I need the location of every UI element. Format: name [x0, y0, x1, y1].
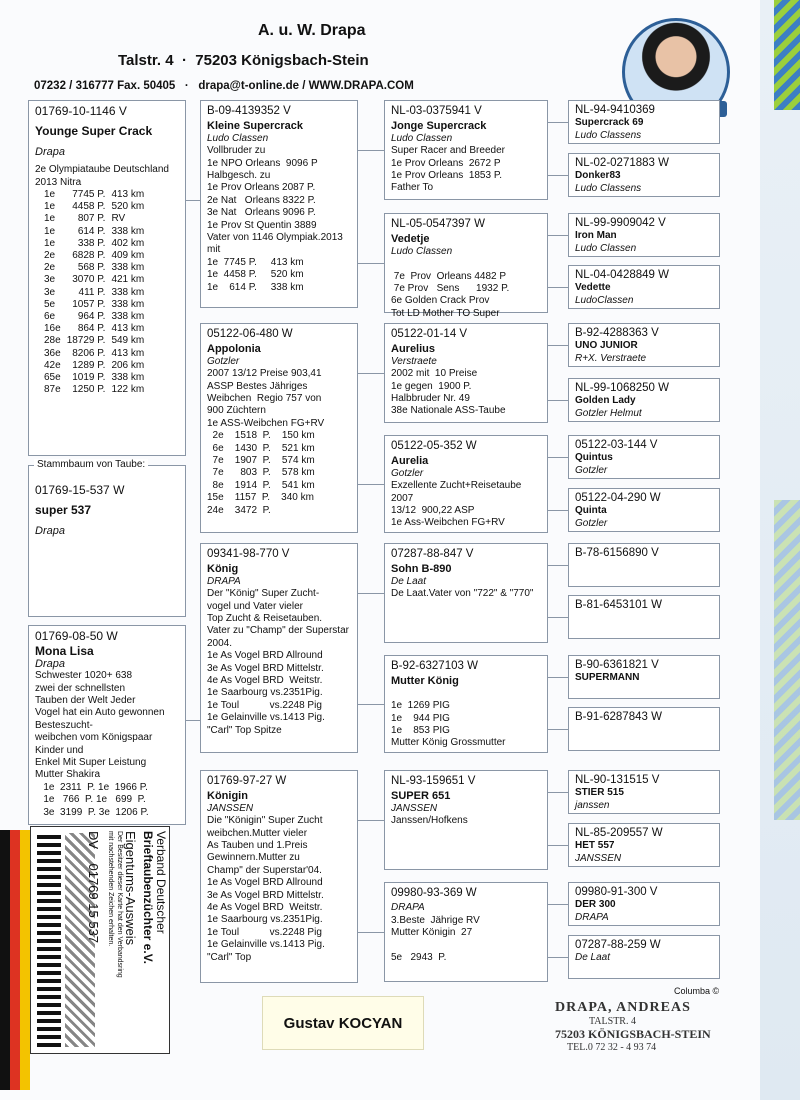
result-cell: 338 km [111, 298, 145, 310]
grandparent-breeder: DRAPA [391, 902, 425, 914]
result-cell: 864 P. [77, 323, 106, 335]
grandparent-name: Vedetje [391, 233, 430, 246]
ggp-ring: NL-04-0428849 W [575, 269, 669, 281]
grandparent-breeder: De Laat [391, 575, 427, 587]
great-grandparent-box [568, 543, 720, 587]
owner-note: Gustav KOCYAN [262, 996, 424, 1050]
grandparent-box [384, 882, 548, 982]
grandparent-box [384, 213, 548, 319]
result-row [41, 238, 147, 250]
grandparent-box [384, 655, 548, 753]
great-grandparent-box [568, 935, 720, 979]
connector [358, 593, 384, 594]
owner-stamp [555, 1000, 711, 1053]
ggp-breeder: Ludo Classen [575, 242, 637, 254]
parent-breeder: Gotzler [207, 355, 240, 367]
ggp-name: DER 300 [575, 899, 616, 911]
card-dv: DV [86, 831, 101, 850]
ggp-breeder: Gotzler [575, 464, 608, 476]
result-cell: RV [111, 213, 126, 225]
result-cell: 2e [44, 250, 56, 262]
parent-ring: 05122-06-480 W [207, 328, 293, 340]
results-table [41, 189, 147, 396]
header-title: A. u. W. Drapa [258, 22, 366, 39]
result-cell: 520 km [111, 201, 145, 213]
result-cell: 3070 P. [72, 274, 106, 286]
result-row [41, 250, 147, 262]
result-cell: 338 km [111, 225, 145, 237]
connector [186, 200, 200, 201]
connector [548, 957, 568, 958]
great-grandparent-box [568, 707, 720, 751]
grandparent-name: SUPER 651 [391, 790, 451, 803]
connector [548, 345, 568, 346]
header-contact [34, 80, 414, 92]
result-cell: 18729 P. [66, 335, 106, 347]
ggp-breeder: Gotzler [575, 517, 608, 529]
result-cell: 1e [44, 201, 56, 213]
result-row [41, 213, 147, 225]
grandparent-text: 7e Prov Orleans 4482 P 7e Prov Sens 1932 P. 6e Golden Crack Prov Tot LD Mother TO Super [391, 270, 510, 319]
result-row [41, 287, 147, 299]
connector [548, 565, 568, 566]
result-cell: 411 P. [78, 286, 106, 298]
ggp-ring: NL-99-1068250 W [575, 382, 669, 394]
result-cell: 6828 P. [72, 250, 106, 262]
ggp-ring: 07287-88-259 W [575, 939, 661, 951]
result-cell: 1057 P. [72, 298, 106, 310]
great-grandparent-box [568, 435, 720, 479]
result-cell: 338 km [111, 311, 145, 323]
result-row [41, 299, 147, 311]
grandparent-ring: B-92-6327103 W [391, 660, 478, 672]
great-grandparent-box [568, 265, 720, 309]
ggp-name: UNO JUNIOR [575, 340, 638, 352]
ggp-name: SUPERMANN [575, 672, 640, 684]
grandparent-name: Sohn B-890 [391, 563, 452, 576]
parent-box [200, 543, 358, 753]
dam-ring: 01769-08-50 W [35, 629, 118, 643]
result-row [41, 274, 147, 286]
grandparent-name: Jonge Supercrack [391, 120, 487, 133]
ggp-name: Quinta [575, 505, 607, 517]
result-cell: 413 km [111, 189, 145, 201]
result-cell: 4458 P. [72, 201, 106, 213]
subject-title-line: 2e Olympiataube Deutschland [35, 164, 169, 176]
card-small: Der Besitzer dieser Karte hat den Verbandsring [116, 831, 123, 978]
result-cell: 87e [44, 384, 61, 396]
ggp-ring: NL-90-131515 V [575, 774, 660, 786]
ggp-name: Vedette [575, 282, 611, 294]
parent-text: Die "Königin" Super Zucht weibchen.Mutter vieler As Tauben und 1.Preis Gewinnern.Mutter zu Champ" der Superstar'04. 1e As Vogel BRD Allround 3e As Vogel BRD Mittelstr. 4e As Vogel BRD Weitstr. 1e Saarbourg vs.2351Pig. 1e Toul vs.2248 Pig 1e Gelainville vs.1413 Pig. "Carl" Top [207, 815, 325, 963]
german-flag-stripe [0, 830, 30, 1090]
grandparent-text: Super Racer and Breeder 1e Prov Orleans 2672 P 1e Prov Orleans 1853 P. Father To [391, 145, 505, 194]
dam-text: Schwester 1020+ 638 zwei der schnellsten Tauben der Welt Jeder Vogel hat ein Auto gewonnen Besteszucht- weibchen vom Königspaar Kinder und Enkel Mit Super Leistung Mutter Shakira 1e 2311 P. 1e 1966 P. 1e 766 P. 1e 699 P. 3e 3199 P. 3e 1206 P. [35, 670, 165, 818]
great-grandparent-box [568, 378, 720, 422]
connector [548, 287, 568, 288]
header-sep: · [181, 52, 187, 69]
ggp-breeder: Ludo Classens [575, 182, 642, 194]
result-row [41, 372, 147, 384]
result-row [41, 311, 147, 323]
parent-breeder: JANSSEN [207, 802, 254, 814]
parent-ring: B-09-4139352 V [207, 105, 291, 117]
connector [358, 820, 384, 821]
card-org: Verband Deutscher [154, 831, 168, 934]
result-cell: 42e [44, 359, 61, 371]
result-cell: 1e [44, 213, 56, 225]
connector [548, 617, 568, 618]
connector [186, 720, 200, 721]
result-cell: 28e [44, 335, 61, 347]
card-text [87, 831, 167, 978]
decorative-stripe [760, 0, 800, 1100]
header-street: Talstr. 4 [118, 52, 174, 69]
header-address [118, 52, 369, 69]
connector [548, 904, 568, 905]
great-grandparent-box [568, 823, 720, 867]
card-title: Eigentums-Ausweis [123, 831, 138, 946]
result-row [41, 360, 147, 372]
grandparent-text: 1e 1269 PIG 1e 944 PIG 1e 853 PIG Mutter König Grossmutter [391, 700, 506, 749]
result-cell: 1e [44, 237, 56, 249]
result-cell: 1250 P. [72, 384, 106, 396]
connector [548, 677, 568, 678]
result-cell: 3e [44, 286, 56, 298]
connector [548, 729, 568, 730]
result-cell: 5e [44, 298, 56, 310]
result-cell: 122 km [111, 384, 145, 396]
result-cell: 549 km [111, 335, 145, 347]
subject-title-line: 2013 Nitra [35, 176, 82, 188]
result-cell: 409 km [111, 250, 145, 262]
parent-name: Appolonia [207, 343, 261, 356]
result-row [41, 189, 147, 201]
columba-mark: Columba © [674, 986, 720, 996]
result-cell: 614 P. [77, 225, 106, 237]
parent-text: 2007 13/12 Preise 903,41 ASSP Bestes Jähriges Weibchen Regio 757 von 900 Züchtern 1e ASS-Weibchen FG+RV 2e 1518 P. 150 km 6e 1430 P. 521 km 7e 1907 P. 574 km 7e 803 P. 578 km 8e 1914 P. 541 km 15e 1157 P. 340 km 24e 3472 P. [207, 368, 325, 516]
ggp-ring: NL-02-0271883 W [575, 157, 669, 169]
grandparent-name: Aurelia [391, 455, 429, 468]
result-cell: 338 km [111, 286, 145, 298]
result-cell: 7745 P. [72, 189, 106, 201]
ggp-ring: 05122-04-290 W [575, 492, 661, 504]
connector [548, 175, 568, 176]
grandparent-name: Mutter König [391, 675, 459, 688]
result-cell: 6e [44, 311, 56, 323]
grandparent-box [384, 435, 548, 533]
ggp-ring: B-92-4288363 V [575, 327, 659, 339]
stamp-name: DRAPA, ANDREAS [555, 1000, 691, 1015]
ggp-ring: 09980-91-300 V [575, 886, 658, 898]
result-cell: 413 km [111, 323, 145, 335]
header-web: drapa@t-online.de / WWW.DRAPA.COM [198, 80, 414, 92]
card-ring-number: 01769 15 537 [86, 863, 101, 944]
result-cell: 807 P. [77, 213, 106, 225]
ggp-ring: B-78-6156890 V [575, 547, 659, 559]
connector [548, 510, 568, 511]
dam-breeder: Drapa [35, 657, 65, 670]
ggp-name: Golden Lady [575, 395, 636, 407]
result-cell: 338 km [111, 372, 145, 384]
ggp-breeder: De Laat [575, 952, 611, 964]
ggp-breeder: R+X. Verstraete [575, 352, 647, 364]
result-cell: 1289 P. [72, 359, 106, 371]
ggp-ring: 05122-03-144 V [575, 439, 658, 451]
stamp-street: TALSTR. 4 [589, 1016, 636, 1027]
great-grandparent-box [568, 595, 720, 639]
ggp-breeder: Ludo Classens [575, 129, 642, 141]
sibling-legend: Stammbaum von Taube: [34, 459, 148, 470]
connector [548, 235, 568, 236]
connector [358, 263, 384, 264]
result-cell: 568 P. [77, 262, 106, 274]
parent-name: König [207, 563, 239, 576]
card-ring [87, 831, 100, 978]
grandparent-ring: NL-03-0375941 V [391, 105, 482, 117]
result-cell: 402 km [111, 237, 145, 249]
sibling-breeder: Drapa [35, 524, 65, 537]
result-cell: 1e [44, 225, 56, 237]
result-row [41, 384, 147, 396]
ggp-name: Donker83 [575, 170, 621, 182]
great-grandparent-box [568, 770, 720, 814]
subject-breeder: Drapa [35, 145, 65, 158]
grandparent-breeder: Ludo Classen [391, 245, 453, 257]
ownership-card [30, 826, 170, 1054]
sibling-name: super 537 [35, 503, 92, 518]
grandparent-text: De Laat.Vater von "722" & "770" [391, 588, 534, 600]
result-cell: 2e [44, 262, 56, 274]
great-grandparent-box [568, 213, 720, 257]
grandparent-box [384, 100, 548, 200]
ggp-name: Iron Man [575, 230, 617, 242]
grandparent-ring: 09980-93-369 W [391, 887, 477, 899]
card-pattern [37, 833, 61, 1047]
ggp-breeder: DRAPA [575, 911, 609, 923]
ggp-ring: B-81-6453101 W [575, 599, 662, 611]
ggp-ring: B-91-6287843 W [575, 711, 662, 723]
result-cell: 206 km [111, 359, 145, 371]
ggp-name: HET 557 [575, 840, 615, 852]
card-org: Brieftaubenzüchter e.V. [141, 831, 155, 964]
grandparent-text: Exzellente Zucht+Reisetaube 2007 13/12 900,22 ASP 1e Ass-Weibchen FG+RV [391, 480, 522, 529]
connector [548, 457, 568, 458]
connector [358, 704, 384, 705]
grandparent-ring: 05122-01-14 V [391, 328, 468, 340]
grandparent-breeder: Ludo Classen [391, 132, 453, 144]
great-grandparent-box [568, 323, 720, 367]
dam-box [28, 625, 186, 825]
grandparent-ring: NL-93-159651 V [391, 775, 476, 787]
result-cell: 1019 P. [72, 372, 106, 384]
stamp-city: 75203 KÖNIGSBACH-STEIN [555, 1027, 711, 1041]
parent-box [200, 323, 358, 533]
ggp-breeder: LudoClassen [575, 294, 634, 306]
result-cell: 421 km [111, 274, 145, 286]
grandparent-text: 2002 mit 10 Preise 1e gegen 1900 P. Halbbruder Nr. 49 38e Nationale ASS-Taube [391, 368, 506, 417]
ggp-ring: NL-85-209557 W [575, 827, 663, 839]
result-cell: 964 P. [77, 311, 106, 323]
parent-breeder: DRAPA [207, 575, 241, 587]
grandparent-box [384, 770, 548, 870]
ggp-breeder: janssen [575, 799, 610, 811]
parent-box [200, 100, 358, 308]
result-cell: 1e [44, 189, 56, 201]
grandparent-breeder: Verstraete [391, 355, 437, 367]
connector [358, 373, 384, 374]
ggp-name: STIER 515 [575, 787, 624, 799]
grandparent-breeder: Gotzler [391, 467, 424, 479]
parent-box [200, 770, 358, 983]
grandparent-box [384, 323, 548, 423]
connector [548, 122, 568, 123]
grandparent-text: 3.Beste Jährige RV Mutter Königin 27 5e 2943 P. [391, 914, 480, 964]
result-row [41, 323, 147, 335]
grandparent-ring: 05122-05-352 W [391, 440, 477, 452]
connector [358, 932, 384, 933]
result-cell: 36e [44, 347, 61, 359]
result-cell: 65e [44, 372, 61, 384]
result-row [41, 226, 147, 238]
grandparent-ring: NL-05-0547397 W [391, 218, 485, 230]
dam-name: Mona Lisa [35, 644, 94, 659]
ggp-ring: NL-99-9909042 V [575, 217, 666, 229]
result-row [41, 262, 147, 274]
result-cell: 8206 P. [72, 347, 106, 359]
result-cell: 16e [44, 323, 61, 335]
grandparent-text: Janssen/Hofkens [391, 815, 468, 827]
connector [548, 792, 568, 793]
parent-text: Der "König" Super Zucht- vogel und Vater vieler Top Zucht & Reisetauben. Vater zu "Champ" der Superstar 2004. 1e As Vogel BRD Allround 3e As Vogel BRD Mittelstr. 4e As Vogel BRD Weitstr. 1e Saarbourg vs.2351Pig. 1e Toul vs.2248 Pig 1e Gelainville vs.1413 Pig. "Carl" Top Spitze [207, 588, 349, 736]
header-sep: · [184, 80, 189, 92]
result-cell: 338 km [111, 262, 145, 274]
result-row [41, 335, 147, 347]
stamp-tel: TEL.0 72 32 - 4 93 74 [567, 1042, 657, 1053]
header-city: 75203 Königsbach-Stein [195, 52, 369, 69]
parent-ring: 09341-98-770 V [207, 548, 290, 560]
connector [358, 150, 384, 151]
card-small: mit nachstehenden Zeichen erhalten. [107, 831, 114, 947]
sibling-ring: 01769-15-537 W [35, 483, 125, 497]
parent-name: Königin [207, 790, 248, 803]
ggp-breeder: Gotzler Helmut [575, 407, 642, 419]
subject-name: Younge Super Crack [35, 124, 153, 139]
connector [548, 400, 568, 401]
result-cell: 413 km [111, 347, 145, 359]
result-row [41, 348, 147, 360]
grandparent-ring: 07287-88-847 V [391, 548, 474, 560]
header-phone: 07232 / 316777 Fax. 50405 [34, 80, 176, 92]
result-row [41, 201, 147, 213]
result-cell: 3e [44, 274, 56, 286]
ggp-name: Quintus [575, 452, 613, 464]
ggp-ring: B-90-6361821 V [575, 659, 659, 671]
connector [548, 845, 568, 846]
parent-name: Kleine Supercrack [207, 120, 303, 133]
ggp-name: Supercrack 69 [575, 117, 644, 129]
connector [358, 484, 384, 485]
grandparent-box [384, 543, 548, 643]
result-cell: 338 P. [77, 237, 106, 249]
ggp-ring: NL-94-9410369 [575, 104, 655, 116]
grandparent-breeder: JANSSEN [391, 802, 438, 814]
sibling-box [28, 465, 186, 617]
subject-box [28, 100, 186, 456]
great-grandparent-box [568, 882, 720, 926]
great-grandparent-box [568, 655, 720, 699]
parent-breeder: Ludo Classen [207, 132, 269, 144]
parent-ring: 01769-97-27 W [207, 775, 287, 787]
great-grandparent-box [568, 153, 720, 197]
grandparent-name: Aurelius [391, 343, 436, 356]
ggp-breeder: JANSSEN [575, 852, 622, 864]
great-grandparent-box [568, 100, 720, 144]
great-grandparent-box [568, 488, 720, 532]
parent-text: Vollbruder zu 1e NPO Orleans 9096 P Halbgesch. zu 1e Prov Orleans 2087 P. 2e Nat Orleans 8322 P. 3e Nat Orleans 9096 P. 1e Prov St Quentin 3889 Vater von 1146 Olympiak.2013 mit 1e 7745 P. 413 km 1e 4458 P. 520 km 1e 614 P. 338 km [207, 145, 343, 293]
subject-ring: 01769-10-1146 V [35, 104, 127, 118]
